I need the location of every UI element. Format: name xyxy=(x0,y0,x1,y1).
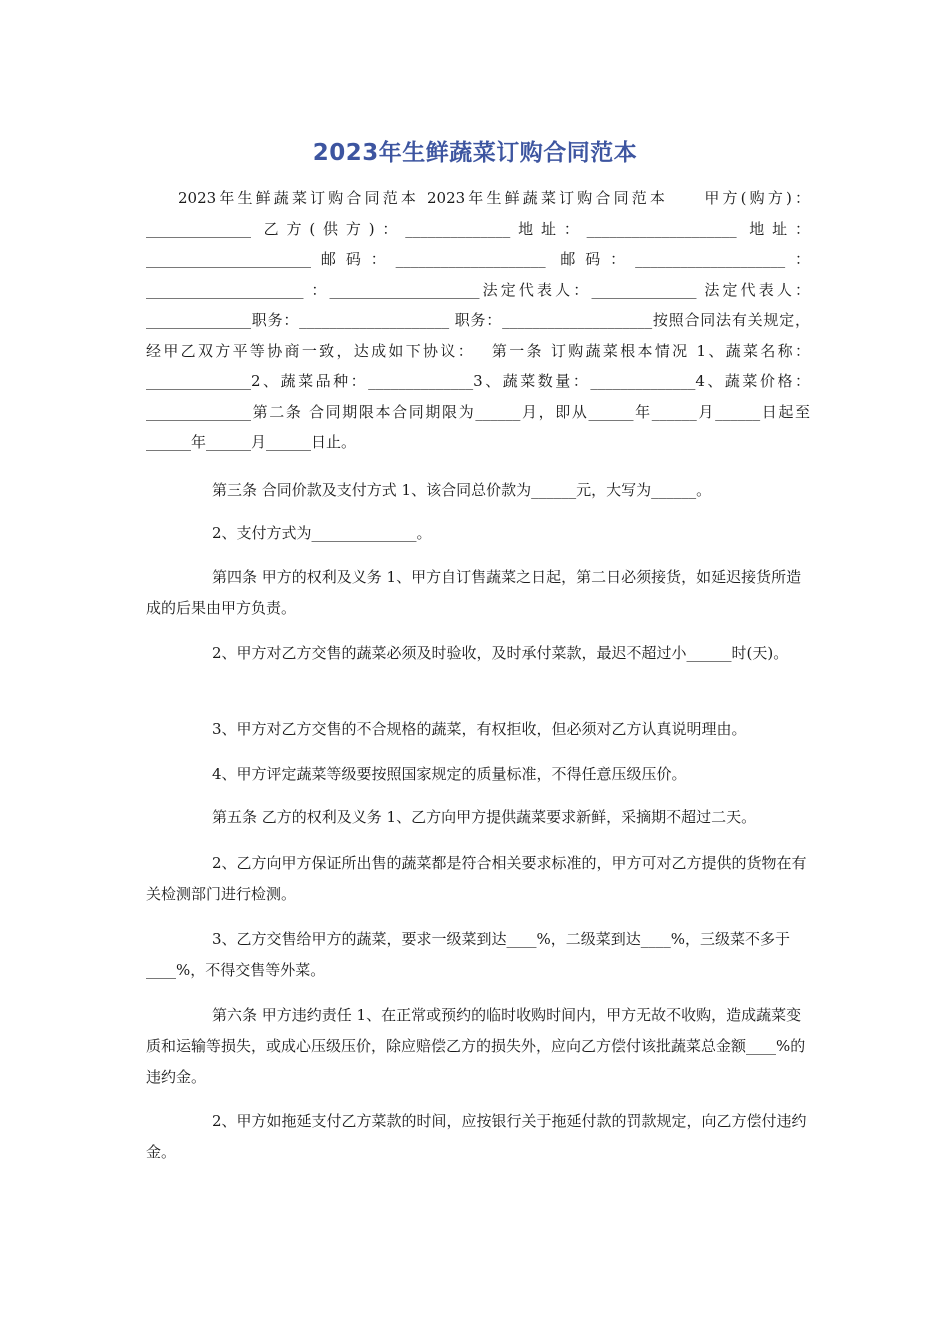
party-a-item-2-paragraph: 2、甲方对乙方交售的蔬菜必须及时验收，及时承付菜款，最迟不超过小______时(天)。 xyxy=(212,644,789,662)
payment-method-paragraph: 2、支付方式为______________。 xyxy=(212,524,432,542)
party-b-item-3-paragraph: 3、乙方交售给甲方的蔬菜，要求一级菜到达____%，二级菜到达____%，三级菜不多于____%，不得交售等外菜。 xyxy=(146,930,791,979)
article-5-paragraph: 第五条 乙方的权利及义务 1、乙方向甲方提供蔬菜要求新鲜，采摘期不超过二天。 xyxy=(212,808,757,826)
intro-paragraph: 2023年生鲜蔬菜订购合同范本 2023年生鲜蔬菜订购合同范本 甲方(购方)：______________ 乙方(供方)：______________地址：____________________ 地址：______________________邮码：____________________ 邮码：____________________：_____________________ ：____________________法定代表人：______________ 法定代表人：______________职务：____________________ 职务：____________________按照合同法有关规定，经甲乙双方平等协商一致，达成如下协议： 第一条 订购蔬菜根本情况 1、蔬菜名称：______________2、蔬菜品种：______________3、蔬菜数量：______________4、蔬菜价格：______________第二条 合同期限本合同期限为______月，即从______年______月______日起至______年______月______日止。 xyxy=(146,189,810,451)
article-3-paragraph: 第三条 合同价款及支付方式 1、该合同总价款为______元，大写为______。 xyxy=(212,481,712,499)
article-4-paragraph: 第四条 甲方的权利及义务 1、甲方自订售蔬菜之日起，第二日必须接货，如延迟接货所造成的后果由甲方负责。 xyxy=(146,568,802,617)
party-a-liability-item-2-paragraph: 2、甲方如拖延支付乙方菜款的时间，应按银行关于拖延付款的罚款规定，向乙方偿付违约金。 xyxy=(146,1112,807,1161)
article-6-paragraph: 第六条 甲方违约责任 1、在正常或预约的临时收购时间内，甲方无故不收购，造成蔬菜变质和运输等损失，或成心压级压价，除应赔偿乙方的损失外，应向乙方偿付该批蔬菜总金额____%的违约金。 xyxy=(146,1006,806,1086)
party-a-item-3-paragraph: 3、甲方对乙方交售的不合规格的蔬菜，有权拒收，但必须对乙方认真说明理由。 xyxy=(212,720,747,738)
document-title: 2023年生鲜蔬菜订购合同范本 xyxy=(312,140,638,166)
party-b-item-2-paragraph: 2、乙方向甲方保证所出售的蔬菜都是符合相关要求标准的，甲方可对乙方提供的货物在有关检测部门进行检测。 xyxy=(146,854,807,903)
party-a-item-4-paragraph: 4、甲方评定蔬菜等级要按照国家规定的质量标准，不得任意压级压价。 xyxy=(212,765,687,783)
